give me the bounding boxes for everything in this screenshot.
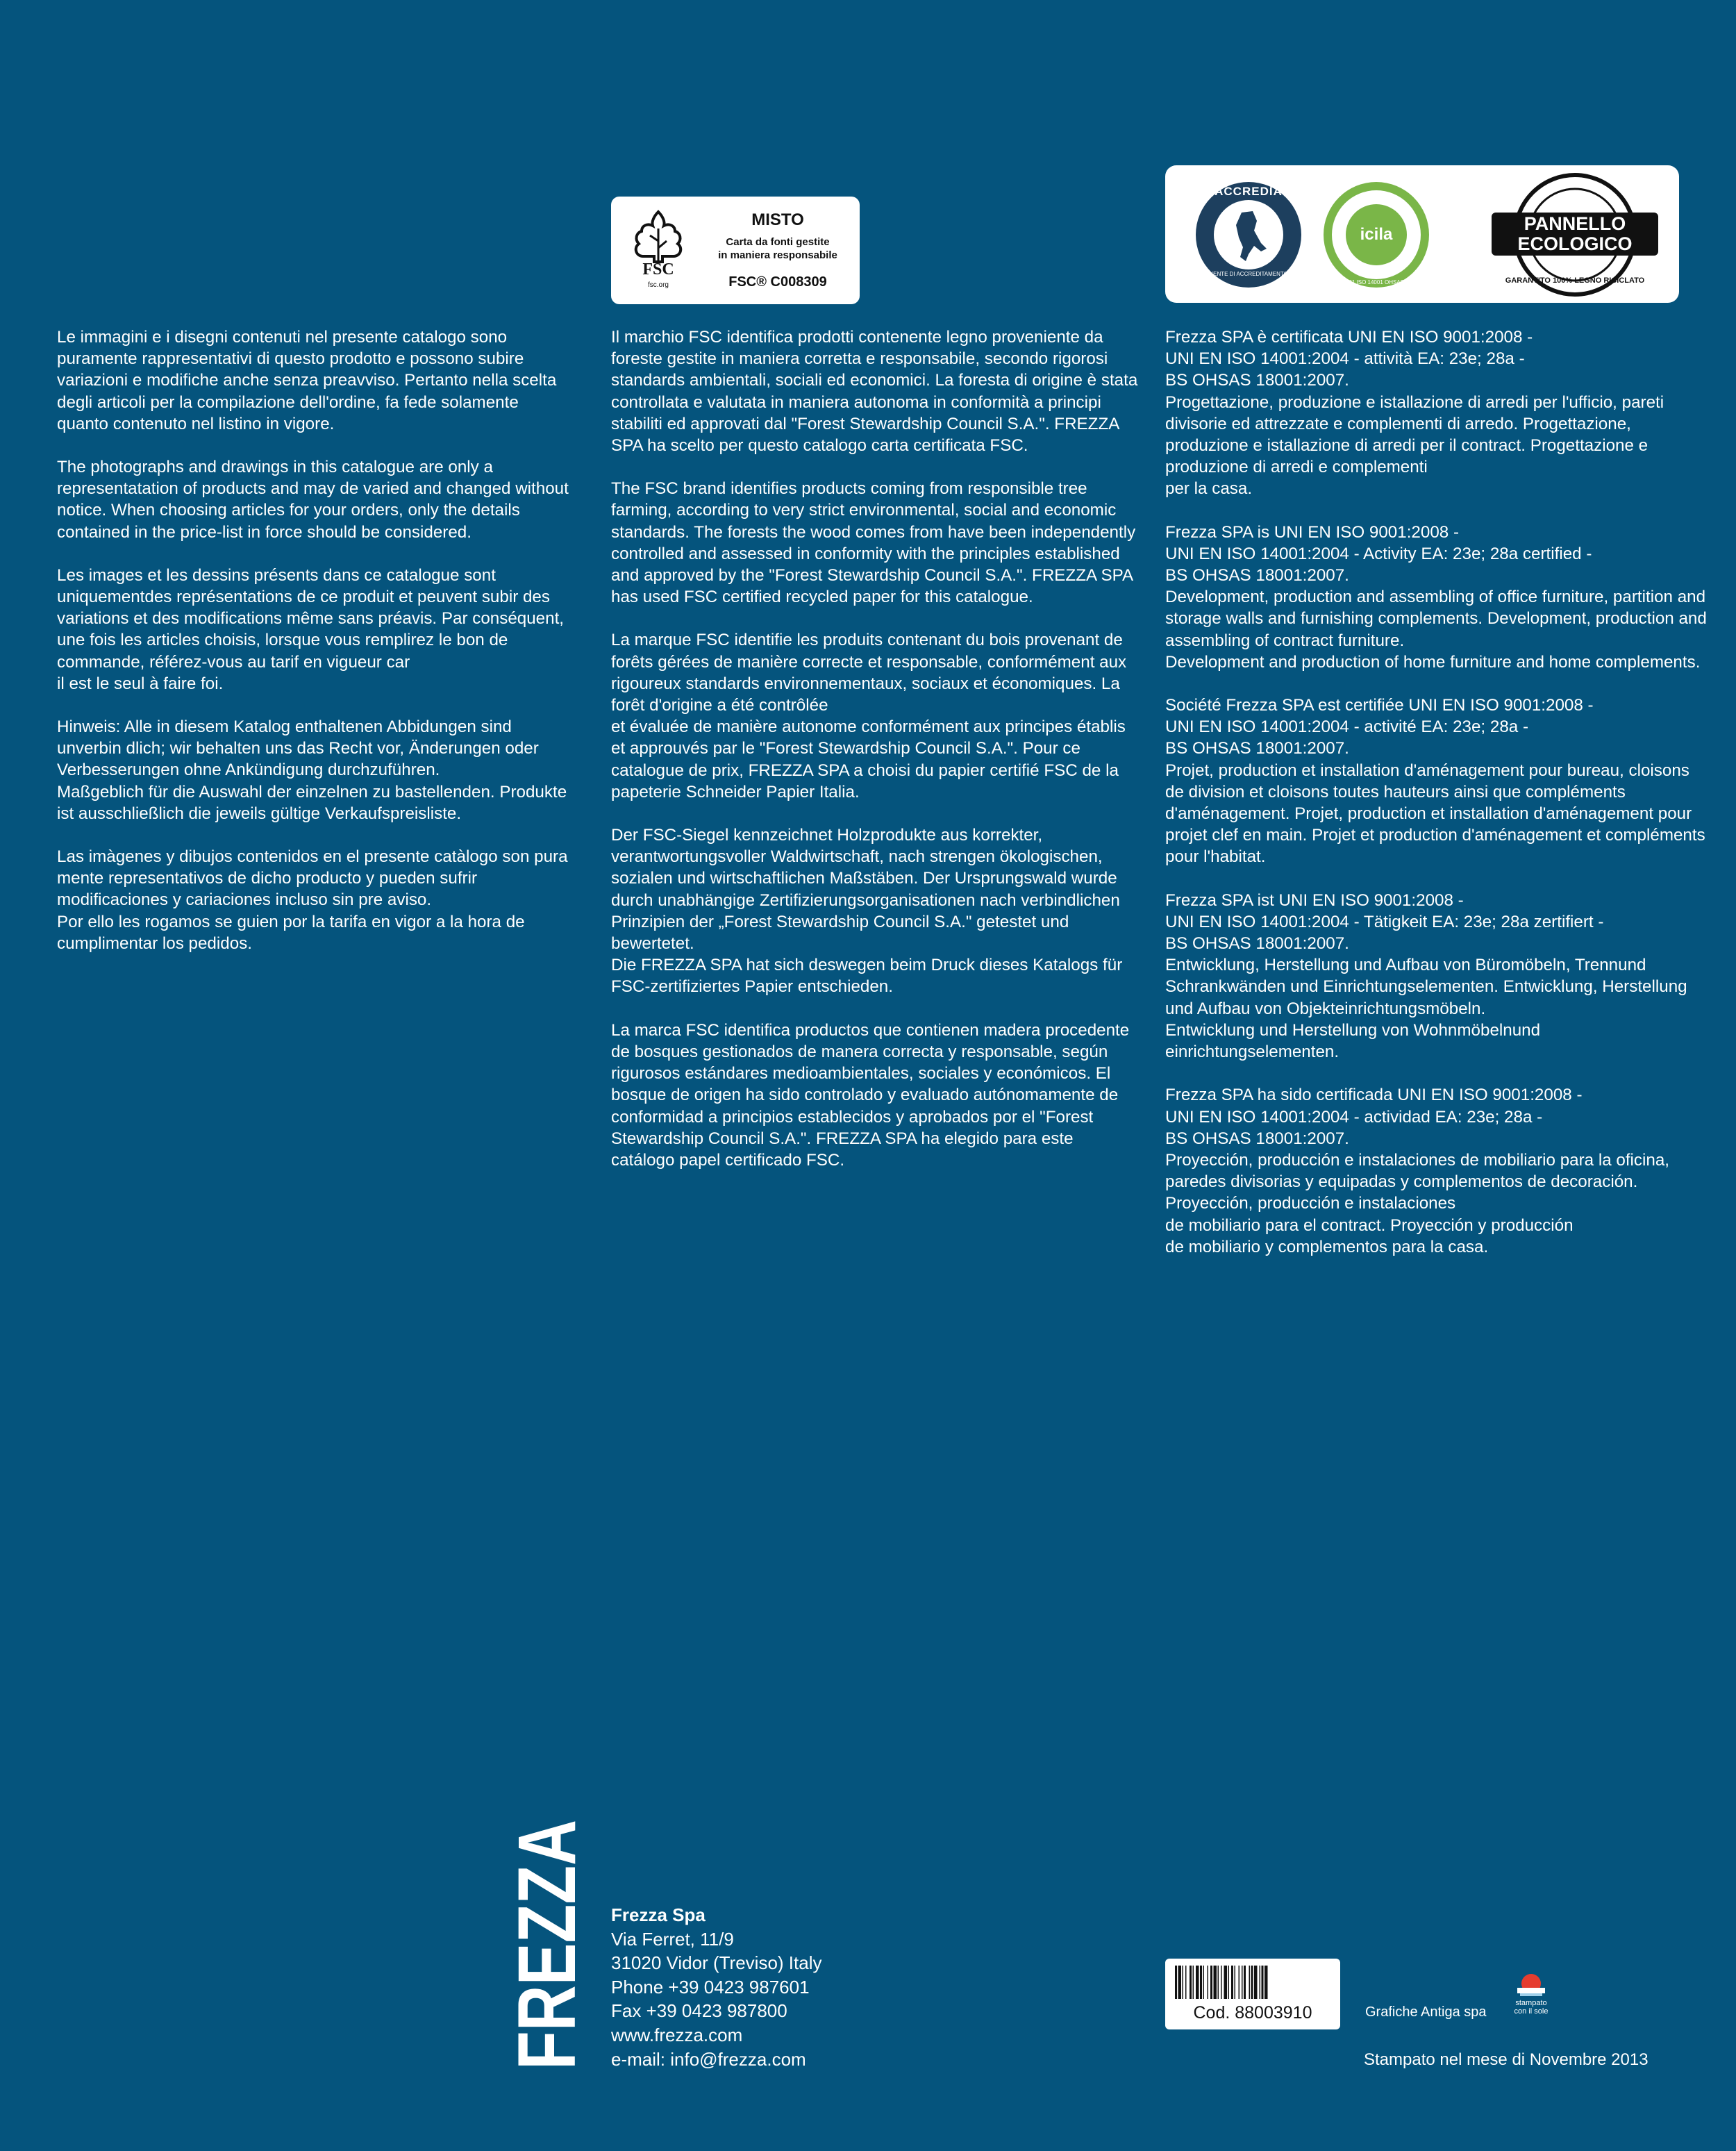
company-address (611, 1903, 821, 2071)
fsc-tree-icon (626, 208, 690, 292)
fsc-label (611, 197, 860, 304)
icila-subtitle: ISO 9001 ISO 14001 OHSAS 18001 (1331, 279, 1421, 285)
barcode-bar (1244, 1966, 1246, 1999)
disclaimer-english: The photographs and drawings in this catalogue are only a representatation of products and may de varied and changed without notice. When choosing articles for your orders, only the details contained in the price-list in force should be considered. (57, 458, 574, 542)
pannello-name: PANNELLO ECOLOGICO (1517, 213, 1633, 254)
disclaimer-french: Les images et les dessins présents dans ce catalogue sont uniquementdes représentations de ce produit et peuvent subir des variations et des modifications même sans préavis. Par conséquent, une fois les articles choisis, lorsque vous remplirez le bon de commande, référez-vous au tarif en vigueur car il est le seul à faire foi. (57, 565, 565, 693)
iso-italian: Frezza SPA è certificata UNI EN ISO 9001:2008 - UNI EN ISO 14001:2004 - attività EA: 23e; 28a - BS OHSAS 18001:2007. Progettazione, produzione e istallazione di arredi per l'ufficio, pareti divisorie ed attrezzate e complementi di arredo. Progettazione, produzione e istallazione di arredi per il contract. Progettazione e produzione di arredi e complementi per la casa. (1165, 328, 1664, 499)
frezza-logo-text: FREZZA (501, 1746, 593, 2070)
barcode-icon (1175, 1966, 1330, 1999)
barcode-bar (1185, 1966, 1187, 1999)
iso-german: Frezza SPA ist UNI EN ISO 9001:2008 - UNI EN ISO 14001:2004 - Tätigkeit EA: 23e; 28a zertifiert - BS OHSAS 18001:2007. Entwicklung, Herstellung und Aufbau von Büromöbeln, Trennund Schrankwänden und Einrichtungselementen. Entwicklung, Herstellung und Aufbau von Objekteinrichtungsmöbeln. Entwicklung und Herstellung von Wohnmöbelnund einrichtungselementen. (1165, 890, 1687, 1062)
accredia-name: ACCREDIA (1215, 185, 1283, 198)
disclaimer-italian: Le immagini e i disegni contenuti nel presente catalogo sono puramente rappresentativi di questo prodotto e possono subire variazioni e modifiche anche senza preavviso. Pertanto nella scelta degli articoli per la compilazione dell'ordine, fa fede solamente quanto contenuto nel listino in vigore. (57, 328, 562, 433)
company-name: Frezza Spa (611, 1904, 706, 1925)
frezza-logo (501, 861, 593, 2070)
sun-caption: stampato con il sole (1514, 1999, 1549, 2016)
barcode-bar (1239, 1966, 1240, 1999)
barcode-bar (1242, 1966, 1243, 1999)
address-street: Via Ferret, 11/9 (611, 1928, 734, 1950)
barcode-bar (1221, 1966, 1222, 1999)
barcode-bar (1203, 1966, 1205, 1999)
pannello-subtitle: GARANTITO 100% LEGNO RICICLATO (1505, 276, 1645, 285)
fsc-code: FSC® C008309 (728, 274, 827, 290)
fsc-italian: Il marchio FSC identifica prodotti contenente legno proveniente da foreste gestite in maniera corretta e responsabile, secondo rigorosi standards ambientali, sociali ed economici. La foresta di origine è stata controllata e valutata in maniera autonoma in conformità a principi stabiliti ed approvati dal "Forest Stewardship Council S.A.". FREZZA SPA ha scelto per questo catalogo carta certificata FSC. (611, 328, 1143, 456)
barcode-bar (1224, 1966, 1228, 1999)
iso-french: Société Frezza SPA est certifiée UNI EN ISO 9001:2008 - UNI EN ISO 14001:2004 - activité EA: 23e; 28a - BS OHSAS 18001:2007. Projet, production et installation d'aménagement pour bureau, cloisons de division et cloisons toutes hauteurs ainsi que compléments d'aménagement. Projet, production et installation d'aménagement pour projet clef en main. Projet et production d'aménagement et compléments pour l'habitat. (1165, 696, 1705, 867)
printer-name: Grafiche Antiga spa (1365, 2004, 1487, 2020)
sun-icon (1500, 1967, 1562, 1999)
certification-panel (1165, 165, 1679, 303)
barcode-bar (1262, 1966, 1264, 1999)
icila-name: icila (1360, 225, 1393, 244)
address-fax: Fax +39 0423 987800 (611, 2000, 787, 2022)
fsc-french: La marque FSC identifie les produits contenant du bois provenant de forêts gérées de manière correcte et responsable, conformément aux rigoureux standards environnementaux, sociaux et économiques. La forêt d'origine a été contrôlée et évaluée de manière autonome conformément aux principes établis et approuvés par le "Forest Stewardship Council S.A.". Pour ce catalogue de prix, FREZZA SPA a choisi du papier certifié FSC de la papeterie Schneider Papier Italia. (611, 631, 1127, 802)
disclaimer-german: Hinweis: Alle in diesem Katalog enthaltenen Abbidungen sind unverbin dlich; wir behalten uns das Recht vor, Änderungen oder Verbesserungen ohne Ankündigung durchzuführen. Maßgeblich für die Auswahl der einzelnen zu bastellenden. Produkte ist ausschließlich die jeweils gültige Verkaufspreisliste. (57, 717, 567, 823)
barcode-bar (1175, 1966, 1177, 1999)
pannello-ecologico-seal (1492, 172, 1658, 297)
barcode-bar (1218, 1966, 1219, 1999)
print-date: Stampato nel mese di Novembre 2013 (1364, 2050, 1649, 2069)
barcode-bar (1183, 1966, 1184, 1999)
barcode-bar (1196, 1966, 1199, 1999)
disclaimer-spanish: Las imàgenes y dibujos contenidos en el presente catàlogo son pura mente representativos de dicho producto y pueden sufrir modificaciones y cariaciones incluso sin pre aviso. Por ello les rogamos se guien por la tarifa en vigor a la hora de cumplimentar los pedidos. (57, 847, 568, 953)
barcode-label (1165, 1959, 1340, 2029)
barcode-bar (1231, 1966, 1233, 1999)
barcode-bar (1254, 1966, 1258, 1999)
barcode-bar (1193, 1966, 1194, 1999)
barcode-bar (1210, 1966, 1212, 1999)
fsc-spanish: La marca FSC identifica productos que contienen madera procedente de bosques gestionados de manera correcta y responsable, según rigurosos estándares medioambientales, sociales y económicos. El bosque de origen ha sido controlado y evaluado autónomamente de conformidad a principios establecidos y aprobados por el "Forest Stewardship Council S.A.". FREZZA SPA ha elegido para este catálogo papel certificado FSC. (611, 1020, 1134, 1170)
barcode-bar (1208, 1966, 1209, 1999)
accredia-seal (1193, 179, 1304, 290)
fsc-title: MISTO (751, 210, 804, 229)
barcode-bar (1178, 1966, 1182, 1999)
barcode-code: Cod. 88003910 (1193, 2003, 1312, 2023)
barcode-bar (1190, 1966, 1192, 1999)
barcode-bar (1200, 1966, 1202, 1999)
printed-with-sun-logo (1500, 1967, 1562, 2016)
iso-column (1165, 326, 1707, 1279)
address-phone: Phone +39 0423 987601 (611, 1976, 810, 1998)
fsc-logo-text: FSC (642, 260, 674, 279)
barcode-bar (1251, 1966, 1253, 1999)
fsc-logo-url: fsc.org (647, 281, 669, 289)
icila-seal (1321, 179, 1432, 290)
barcode-bar (1214, 1966, 1217, 1999)
barcode-bar (1265, 1966, 1268, 1999)
barcode-bar (1260, 1966, 1261, 1999)
disclaimer-column (57, 326, 574, 976)
barcode-bar (1249, 1966, 1251, 1999)
address-city: 31020 Vidor (Treviso) Italy (611, 1952, 822, 1974)
barcode-bar (1235, 1966, 1236, 1999)
fsc-english: The FSC brand identifies products coming from responsible tree farming, according to very strict environmental, social and economic standards. The forests the wood comes from have been independently controlled and assessed in conformity with the principles established and approved by the "Forest Stewardship Council S.A.". FREZZA SPA has used FSC certified recycled paper for this catalogue. (611, 479, 1140, 607)
barcode-bar (1228, 1966, 1230, 1999)
fsc-column (611, 326, 1143, 1193)
iso-spanish: Frezza SPA ha sido certificada UNI EN ISO 9001:2008 - UNI EN ISO 14001:2004 - actividad EA: 23e; 28a - BS OHSAS 18001:2007. Proyección, producción e instalaciones de mobiliario para la oficina, paredes divisorias y equipadas y complementos de decoración. Proyección, producción e instalaciones de mobiliario para el contract. Proyección y producción de mobiliario y complementos para la casa. (1165, 1086, 1670, 1256)
iso-english: Frezza SPA is UNI EN ISO 9001:2008 - UNI EN ISO 14001:2004 - Activity EA: 23e; 28a certified - BS OHSAS 18001:2007. Development, production and assembling of office furniture, partition and storage walls and furnishing complements. Development, production and assembling of contract furniture. Development and production of home furniture and home complements. (1165, 522, 1707, 672)
address-web[interactable]: www.frezza.com (611, 2024, 743, 2045)
address-email[interactable]: e-mail: info@frezza.com (611, 2048, 806, 2070)
fsc-description: Carta da fonti gestite in maniera responsabile (718, 236, 837, 261)
fsc-german: Der FSC-Siegel kennzeichnet Holzprodukte aus korrekter, verantwortungsvoller Waldwirtschaft, nach strengen ökologischen, sozialen und wirtschaftlichen Maßstäben. Der Ursprungswald wurde durch unabhängige Zertifizierungsorganisationen nach verbindlichen Prinzipien der „Forest Stewardship Council S.A." getestet und bewertetet. Die FREZZA SPA hat sich deswegen beim Druck dieses Katalogs für FSC-zertifiziertes Papier entschieden. (611, 826, 1123, 997)
accredia-subtitle: L'ENTE DI ACCREDITAMENTO (1209, 271, 1288, 277)
